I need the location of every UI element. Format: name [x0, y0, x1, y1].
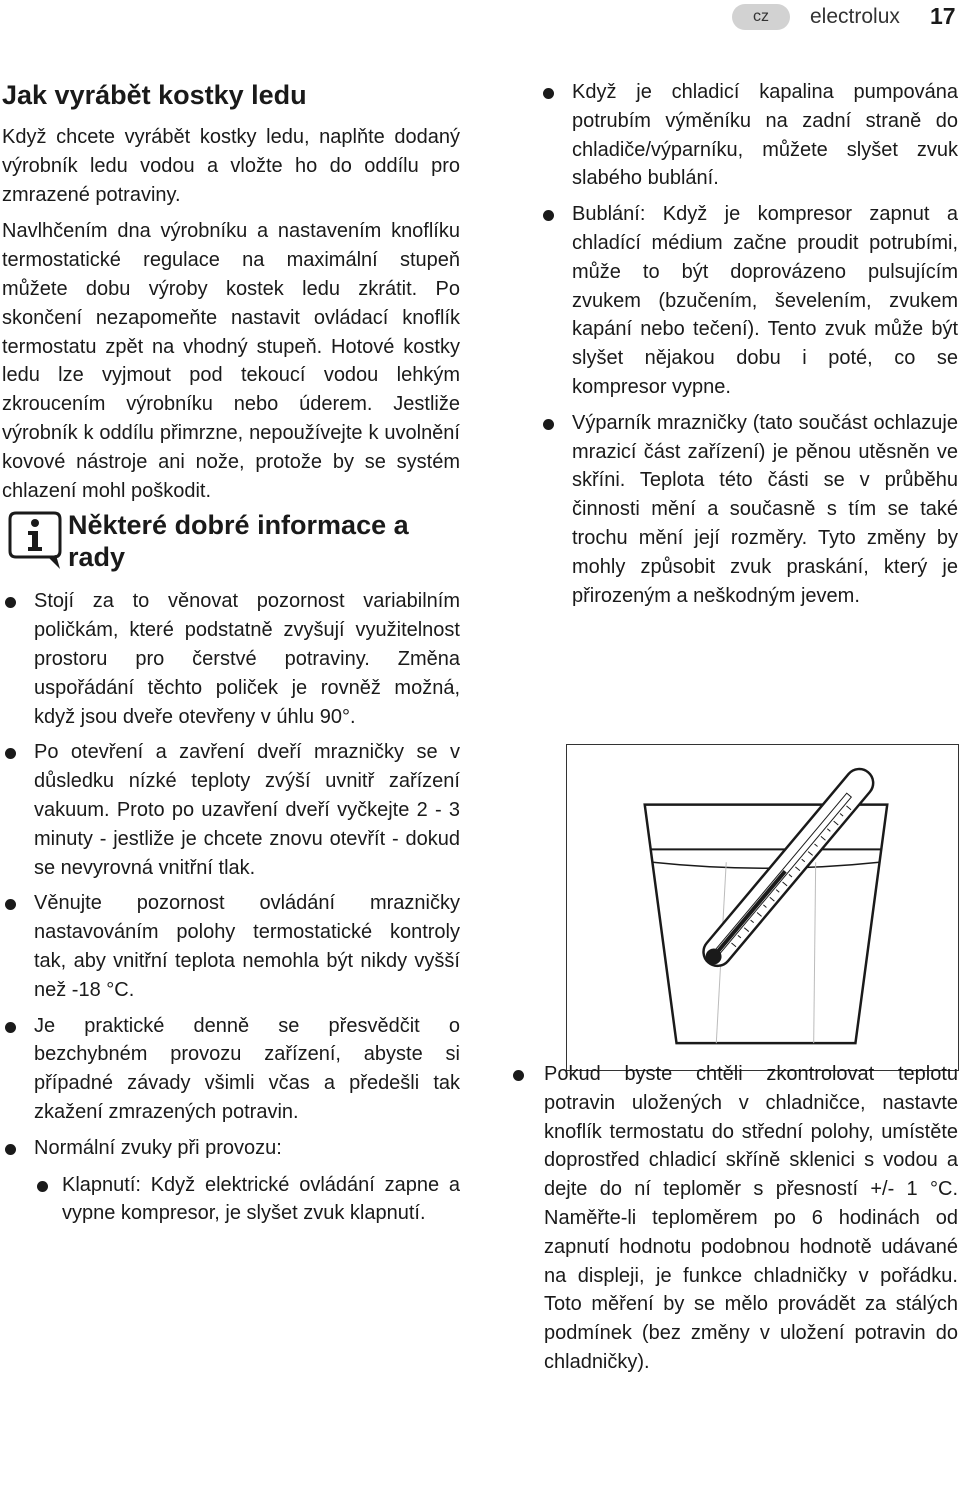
list-item: Stojí za to věnovat pozornost variabilním poličkám, které podstatně zvyšují využitelnost prostoru pro čerstvé potraviny. Změna uspořádání těchto poliček je rovněž možná, když jsou dveře otevřeny v úhlu 90°.: [2, 587, 460, 731]
paragraph-details: Navlhčením dna výrobníku a nastavením knoflíku termostatické regulace na maximální stupeň můžete dobu výroby kostek ledu zkrátit. Po skončení nezapomeňte nastavit ovládací knoflík termostatu zpět na vhodný stupeň. Hotové kostky ledu lze vyjmout pod tekoucí vodou lehkým zkroucením výrobníku nebo úderem. Jestliže výrobník k oddílu přimrzne, nepoužívejte k uvolnění kovové nástroje ani nože, protože by se systém chlazení mohl poškodit.: [2, 220, 460, 502]
sounds-list: [540, 78, 958, 610]
measurement-list: [510, 1060, 958, 1377]
list-item: Věnujte pozornost ovládání mrazničky nastavováním polohy termostatické kontroly tak, aby vnitřní teplota nemohla být nikdy vyšší než -18 °C.: [2, 889, 460, 1004]
sounds-sublist: [34, 1171, 460, 1229]
list-item: Je praktické denně se přesvědčit o bezchybném provozu zařízení, abyste si případné závady všimli včas a předešli tak zkažení zmrazených potravin.: [2, 1012, 460, 1127]
list-item-label: Normální zvuky při provozu:: [34, 1136, 282, 1159]
list-item: Výparník mrazničky (tato součást ochlazuje mrazicí část zařízení) je pěnou utěsněn ve skříni. Teplota této části se v průběhu činnosti mění a současně s tím se také trochu mění její rozměry. Tyto změny by mohly způsobit zvuk praskání, který je přirozeným a neškodným jevem.: [540, 409, 958, 611]
list-item: Pokud byste chtěli zkontrolovat teplotu potravin uložených v chladničce, nastavte knoflík termostatu do střední polohy, umístěte doprostřed chladicí skříně sklenici s vodou a dejte do ní teploměr s přesností +/- 1 °C. Naměřte-li teploměrem po 6 hodinách od zapnutí hodnotu podobnou hodnotě udávané na displeji, je funkce chladničky v pořádku. Toto měření by se mělo provádět za stálých podmínek (bez změny v uložení potravin do chladničky).: [510, 1060, 958, 1377]
list-item: Když je chladicí kapalina pumpována potrubím výměníku na zadní straně do chladiče/výparníku, můžete slyšet zvuk slabého bublání.: [540, 78, 958, 193]
section-title: Jak vyrábět kostky ledu: [2, 80, 307, 110]
sublist-item: Klapnutí: Když elektrické ovládání zapne a vypne kompresor, je slyšet zvuk klapnutí.: [34, 1171, 460, 1229]
right-column: [540, 78, 958, 617]
thermometer-figure: [566, 744, 959, 1071]
page-header: [0, 0, 960, 34]
info-icon: [2, 509, 64, 571]
info-heading: [2, 509, 460, 573]
left-column: [2, 78, 460, 1235]
page-number: 17: [930, 3, 956, 29]
list-item: Bublání: Když je kompresor zapnut a chladící médium začne proudit potrubími, může to být doprovázeno pulsujícím zvukem (bzučením, ševelením, zvukem kapání nebo tečení). Tento zvuk může být slyšet nějakou dobu i poté, co se kompresor vypne.: [540, 200, 958, 402]
right-bottom-column: [510, 1060, 958, 1384]
brand-name: electrolux: [810, 5, 900, 28]
tips-list: [2, 587, 460, 1228]
list-item: Po otevření a zavření dveří mrazničky se v důsledku nízké teploty zvýší uvnitř zařízení vakuum. Proto po uzavření dveří vyčkejte 2 - 3 minuty - jestliže je chcete znovu otevřít - dokud se nevyrovná vnitřní tlak.: [2, 738, 460, 882]
language-badge: cz: [732, 4, 790, 30]
info-title: Některé dobré informace a rady: [68, 510, 409, 573]
list-item: [2, 1134, 460, 1228]
thermometer-in-glass-illustration: [567, 745, 958, 1070]
paragraph-intro: Když chcete vyrábět kostky ledu, naplňte dodaný výrobník ledu vodou a vložte ho do oddílu pro zmrazené potraviny.: [2, 126, 460, 206]
